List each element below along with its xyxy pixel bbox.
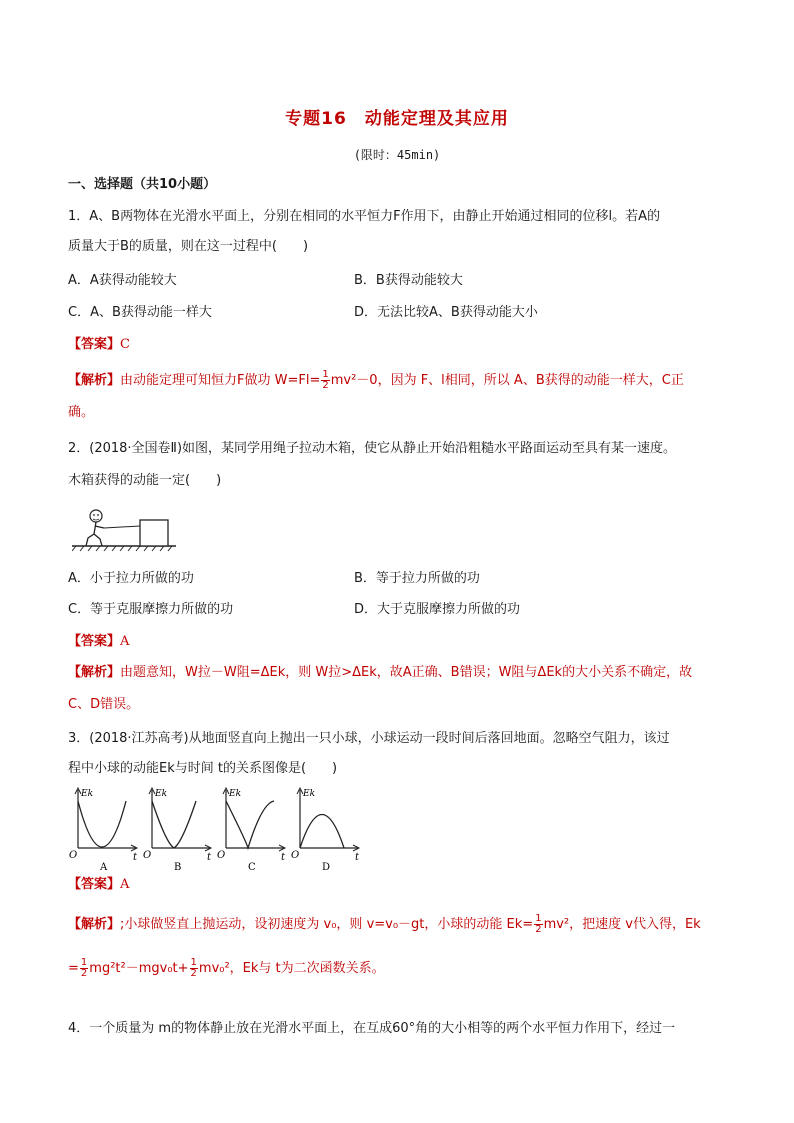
q3-answer xyxy=(68,876,129,894)
answer-value: A xyxy=(120,877,130,892)
y-axis-label: Ek xyxy=(303,789,316,799)
fraction xyxy=(321,370,329,391)
explanation-label: 【解析】 xyxy=(68,917,121,932)
x-axis-label: t xyxy=(133,852,138,863)
fraction-numerator: 1 xyxy=(80,957,88,968)
q2-stem-line1: 2．(2018·全国卷Ⅱ)如图，某同学用绳子拉动木箱，使它从静止开始沿粗糙水平路面运动至具有某一速度。 xyxy=(68,441,677,456)
origin-label: O xyxy=(217,850,226,861)
graph-option-a xyxy=(70,786,142,872)
q1-option-a: A．A获得动能较大 xyxy=(68,273,177,288)
fraction xyxy=(80,958,88,979)
ek-curve xyxy=(226,801,274,848)
x-axis-label: t xyxy=(207,852,212,863)
explanation-text: 由动能定理可知恒力F做功 W=Fl= xyxy=(120,373,321,388)
q2-explanation-line1 xyxy=(68,664,692,682)
q1-explanation-line1 xyxy=(68,370,684,391)
graph-option-b xyxy=(144,786,216,872)
y-axis-label: Ek xyxy=(229,789,242,799)
fraction-denominator: 2 xyxy=(80,968,88,979)
graph-option-label: A xyxy=(100,862,108,873)
q1-stem-line2: 质量大于B的质量，则在这一过程中( ) xyxy=(68,239,309,254)
graph-option-c xyxy=(218,786,290,872)
answer-value: A xyxy=(120,634,130,649)
explanation-text: ;小球做竖直上抛运动，设初速度为 v₀，则 v=v₀－gt，小球的动能 Ek= xyxy=(120,917,534,932)
q2-explanation-line2: C、D错误。 xyxy=(68,697,140,712)
graph-option-label: C xyxy=(248,862,256,873)
explanation-text: mv²－0，因为 F、l相同，所以 A、B获得的动能一样大，C正 xyxy=(330,373,684,388)
answer-label: 【答案】 xyxy=(68,634,121,649)
q2-option-d: D．大于克服摩擦力所做的功 xyxy=(354,602,521,617)
q1-answer xyxy=(68,336,130,354)
x-axis-label: t xyxy=(355,852,360,863)
origin-label: O xyxy=(291,850,300,861)
q3-stem-line2: 程中小球的动能Ek与时间 t的关系图像是( ) xyxy=(68,761,338,776)
explanation-label: 【解析】 xyxy=(68,665,121,680)
q4-stem-line1: 4．一个质量为 m的物体静止放在光滑水平面上，在互成60°角的大小相等的两个水平恒力作用下，经过一 xyxy=(68,1021,676,1036)
q2-stem-line2: 木箱获得的动能一定( ) xyxy=(68,473,222,488)
fraction-denominator: 2 xyxy=(535,924,542,935)
answer-value: C xyxy=(120,337,130,352)
answer-label: 【答案】 xyxy=(68,877,121,892)
q2-answer xyxy=(68,633,129,651)
explanation-label: 【解析】 xyxy=(68,373,121,388)
q1-stem-line1: 1．A、B两物体在光滑水平面上，分别在相同的水平恒力F作用下，由静止开始通过相同的位移l。若A的 xyxy=(68,209,661,224)
q1-option-b: B．B获得动能较大 xyxy=(354,273,463,288)
title-topic-name: 动能定理及其应用 xyxy=(364,109,509,129)
fraction-numerator: 1 xyxy=(535,913,542,924)
ek-curve xyxy=(152,801,196,848)
q2-option-b: B．等于拉力所做的功 xyxy=(354,571,480,586)
q3-explanation-line2 xyxy=(68,958,385,979)
x-axis-label: t xyxy=(281,852,286,863)
ek-curve xyxy=(300,815,344,849)
q1-option-d: D．无法比较A、B获得动能大小 xyxy=(354,305,538,320)
fraction-denominator: 2 xyxy=(190,968,197,979)
q1-option-c: C．A、B获得动能一样大 xyxy=(68,305,212,320)
fraction xyxy=(190,958,198,979)
time-limit: (限时：45min) xyxy=(353,148,441,162)
graph-option-label: B xyxy=(174,862,182,873)
origin-label: O xyxy=(143,850,152,861)
graph-option-label: D xyxy=(322,862,331,873)
fraction-denominator: 2 xyxy=(322,380,329,391)
y-axis-label: Ek xyxy=(81,789,94,799)
origin-label: O xyxy=(69,850,78,861)
explanation-text: mv²，把速度 v代入得，Ek xyxy=(543,917,701,932)
q3-stem-line1: 3．(2018·江苏高考)从地面竖直向上抛出一只小球，小球运动一段时间后落回地面。忽略空气阻力，该过 xyxy=(68,731,670,746)
answer-label: 【答案】 xyxy=(68,337,121,352)
ek-curve xyxy=(78,801,126,847)
fraction-numerator: 1 xyxy=(322,369,329,380)
page-title xyxy=(0,104,794,129)
graph-option-d xyxy=(292,786,364,872)
section-heading: 一、选择题（共10小题） xyxy=(68,177,217,192)
explanation-text: = xyxy=(68,961,79,976)
explanation-text: 由题意知，W拉－W阻=ΔEk，则 W拉>ΔEk，故A正确、B错误；W阻与ΔEk的大小关系不确定，故 xyxy=(120,665,693,680)
pulling-box-figure xyxy=(72,506,178,552)
explanation-text: mv₀²，Ek与 t为二次函数关系。 xyxy=(198,961,385,976)
fraction-numerator: 1 xyxy=(190,957,197,968)
q2-option-c: C．等于克服摩擦力所做的功 xyxy=(68,602,234,617)
q1-explanation-line2: 确。 xyxy=(68,405,95,420)
title-topic-number: 专题16 xyxy=(285,109,347,129)
q3-explanation-line1 xyxy=(68,914,701,935)
explanation-text: mg²t²－mgv₀t+ xyxy=(89,961,189,976)
y-axis-label: Ek xyxy=(155,789,168,799)
fraction xyxy=(534,914,542,935)
q2-option-a: A．小于拉力所做的功 xyxy=(68,571,194,586)
